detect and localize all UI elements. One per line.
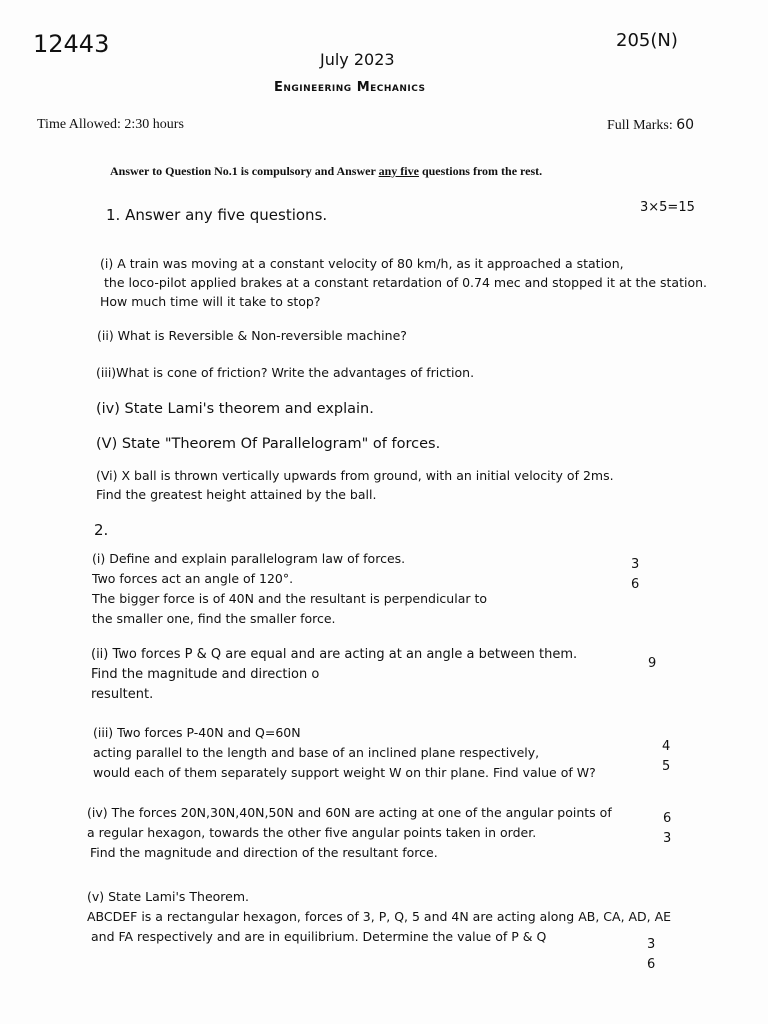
question-line: Find the greatest height attained by the ball.	[96, 487, 377, 502]
mark-value: 3	[647, 937, 656, 952]
question-line: (v) State Lami's Theorem.	[87, 889, 249, 904]
instruction-pre: Answer to Question No.1 is compulsory and Answer	[110, 164, 379, 178]
q1-item-3: (iii)What is cone of friction? Write the advantages of friction.	[96, 365, 475, 380]
q2-item-4	[87, 803, 612, 863]
subject-title: Engineering Mechanics	[274, 80, 426, 95]
q2-item-4-marks	[663, 809, 671, 849]
question-line: the loco-pilot applied brakes at a constant retardation of 0.74 mec and stopped it at the station.	[104, 275, 707, 290]
question-line: (i) A train was moving at a constant velocity of 80 km/h, as it approached a station,	[100, 256, 624, 271]
instruction-emph: any five	[378, 164, 419, 178]
q2-item-1-marks	[631, 555, 639, 595]
q1-title: 1. Answer any five questions.	[106, 206, 328, 224]
question-line: ABCDEF is a rectangular hexagon, forces of 3, P, Q, 5 and 4N are acting along AB, CA, AD, AE	[87, 909, 672, 924]
mark-value: 3	[631, 557, 640, 572]
question-line: the smaller one, find the smaller force.	[92, 611, 336, 626]
question-line: Two forces act an angle of 120°.	[92, 571, 294, 586]
question-line: How much time will it take to stop?	[100, 294, 321, 309]
question-line: Find the magnitude and direction o	[91, 667, 320, 682]
mark-value: 4	[662, 739, 671, 754]
mark-value: 5	[662, 759, 671, 774]
question-line: (Vi) X ball is thrown vertically upwards from ground, with an initial velocity of 2ms.	[96, 468, 614, 483]
q2-item-1	[92, 549, 487, 629]
q1-item-2: (ii) What is Reversible & Non-reversible machine?	[97, 328, 407, 343]
q2-item-2-marks: 9	[648, 656, 657, 671]
q2-item-3-marks	[662, 737, 670, 777]
marks-label: Full Marks:	[607, 118, 673, 133]
paper-code: 205(N)	[616, 30, 678, 51]
question-line: acting parallel to the length and base of an inclined plane respectively,	[93, 745, 540, 760]
time-label: Time Allowed:	[37, 117, 121, 132]
mark-value: 6	[631, 577, 640, 592]
marks-value: 60	[676, 117, 695, 133]
question-line: resultent.	[91, 687, 154, 702]
question-line: and FA respectively and are in equilibrium. Determine the value of P & Q	[91, 929, 547, 944]
q1-item-5: (V) State "Theorem Of Parallelogram" of forces.	[96, 436, 441, 452]
question-line: (iii) Two forces P-40N and Q=60N	[93, 725, 301, 740]
q2-number: 2.	[94, 521, 109, 539]
q2-item-5	[87, 887, 671, 947]
paper-id: 12443	[33, 30, 110, 58]
q1-item-6	[96, 466, 614, 504]
q1-item-1	[100, 254, 707, 311]
time-allowed	[37, 117, 184, 133]
question-line: (iv) The forces 20N,30N,40N,50N and 60N are acting at one of the angular points of	[87, 805, 612, 820]
mark-value: 6	[647, 957, 656, 972]
q1-item-4: (iv) State Lami's theorem and explain.	[96, 401, 374, 417]
question-line: (ii) Two forces P & Q are equal and are acting at an angle a between them.	[91, 647, 578, 662]
mark-value: 6	[663, 811, 672, 826]
question-line: The bigger force is of 40N and the resultant is perpendicular to	[92, 591, 488, 606]
full-marks	[607, 117, 694, 134]
instruction-line	[110, 164, 542, 179]
exam-date: July 2023	[320, 50, 395, 69]
q2-item-5-marks	[647, 935, 655, 975]
time-value: 2:30 hours	[124, 117, 184, 132]
question-line: Find the magnitude and direction of the resultant force.	[90, 845, 438, 860]
mark-value: 3	[663, 831, 672, 846]
question-line: (i) Define and explain parallelogram law of forces.	[92, 551, 406, 566]
q2-item-3	[93, 723, 596, 783]
q2-item-2	[91, 645, 577, 705]
question-line: would each of them separately support weight W on thir plane. Find value of W?	[93, 765, 596, 780]
question-line: a regular hexagon, towards the other five angular points taken in order.	[87, 825, 537, 840]
instruction-post: questions from the rest.	[418, 164, 543, 178]
q1-marks: 3×5=15	[640, 200, 695, 215]
